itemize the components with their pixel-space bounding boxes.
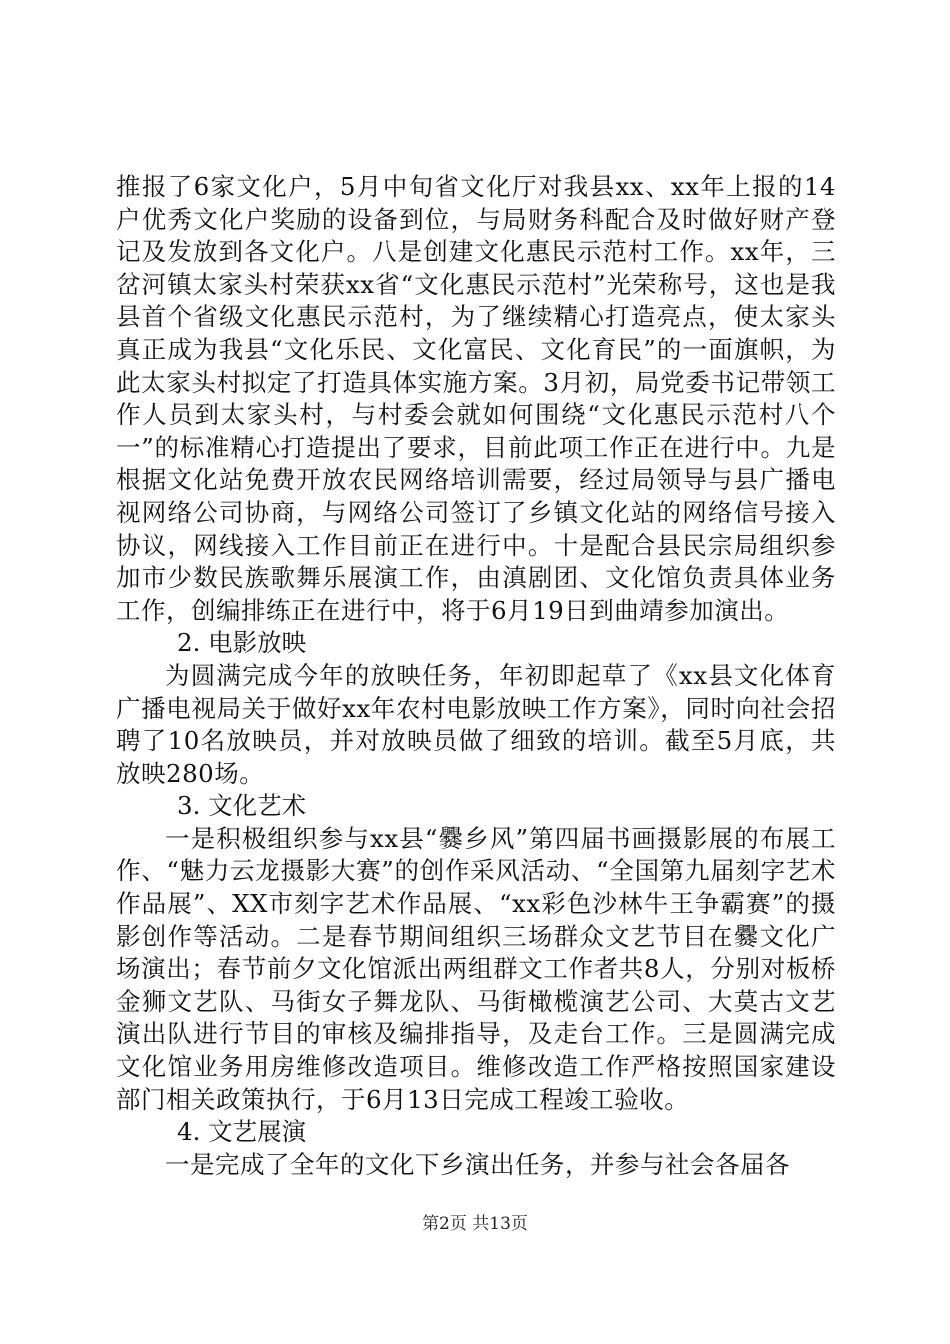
paragraph-1: 推报了6家文化户，5月中旬省文化厅对我县xx、xx年上报的14户优秀文化户奖励的设备到位，与局财务科配合及时做好财产登记及发放到各文化户。八是创建文化惠民示范村工作。xx年，三岔河镇太家头村荣获xx省“文化惠民示范村”光荣称号，这也是我县首个省级文化惠民示范村，为了继续精心打造亮点，使太家头真正成为我县“文化乐民、文化富民、文化育民”的一面旗帜，为此太家头村拟定了打造具体实施方案。3月初，局党委书记带领工作人员到太家头村，与村委会就如何围绕“文化惠民示范村八个一”的标准精心打造提出了要求，目前此项工作正在进行中。九是根据文化站免费开放农民网络培训需要，经过局领导与县广播电视网络公司协商，与网络公司签订了乡镇文化站的网络信号接入协议，网线接入工作目前正在进行中。十是配合县民宗局组织参加市少数民族歌舞乐展演工作，由滇剧团、文化馆负责具体业务工作，创编排练正在进行中，将于6月19日到曲靖参加演出。 xyxy=(116,172,836,625)
section-heading-performance: 4. 文艺展演 xyxy=(177,1117,307,1147)
paragraph-film: 为圆满完成今年的放映任务，年初即起草了《xx县文化体育广播电视局关于做好xx年农村电影放映工作方案》，同时向社会招聘了10名放映员，并对放映员做了细致的培训。截至5月底，共放映280场。 xyxy=(116,660,836,788)
section-heading-film: 2. 电影放映 xyxy=(177,628,307,658)
paragraph-performance: 一是完成了全年的文化下乡演出任务，并参与社会各届各 xyxy=(165,1149,790,1179)
section-heading-culture-art: 3. 文化艺术 xyxy=(177,791,307,821)
paragraph-culture-art: 一是积极组织参与xx县“爨乡风”第四届书画摄影展的布展工作、“魅力云龙摄影大赛”的创作采风活动、“全国第九届刻字艺术作品展”、XX市刻字艺术作品展、“xx彩色沙林牛王争霸赛”的摄影创作等活动。二是春节期间组织三场群众文艺节目在爨文化广场演出；春节前夕文化馆派出两组群文工作者共8人，分别对板桥金狮文艺队、马街女子舞龙队、马街橄榄演艺公司、大莫古文艺演出队进行节目的审核及编排指导，及走台工作。三是圆满完成文化馆业务用房维修改造项目。维修改造工作严格按照国家建设部门相关政策执行，于6月13日完成工程竣工验收。 xyxy=(116,823,836,1114)
document-body xyxy=(116,171,836,1181)
page-number-footer: 第2页 共13页 xyxy=(422,1214,528,1234)
